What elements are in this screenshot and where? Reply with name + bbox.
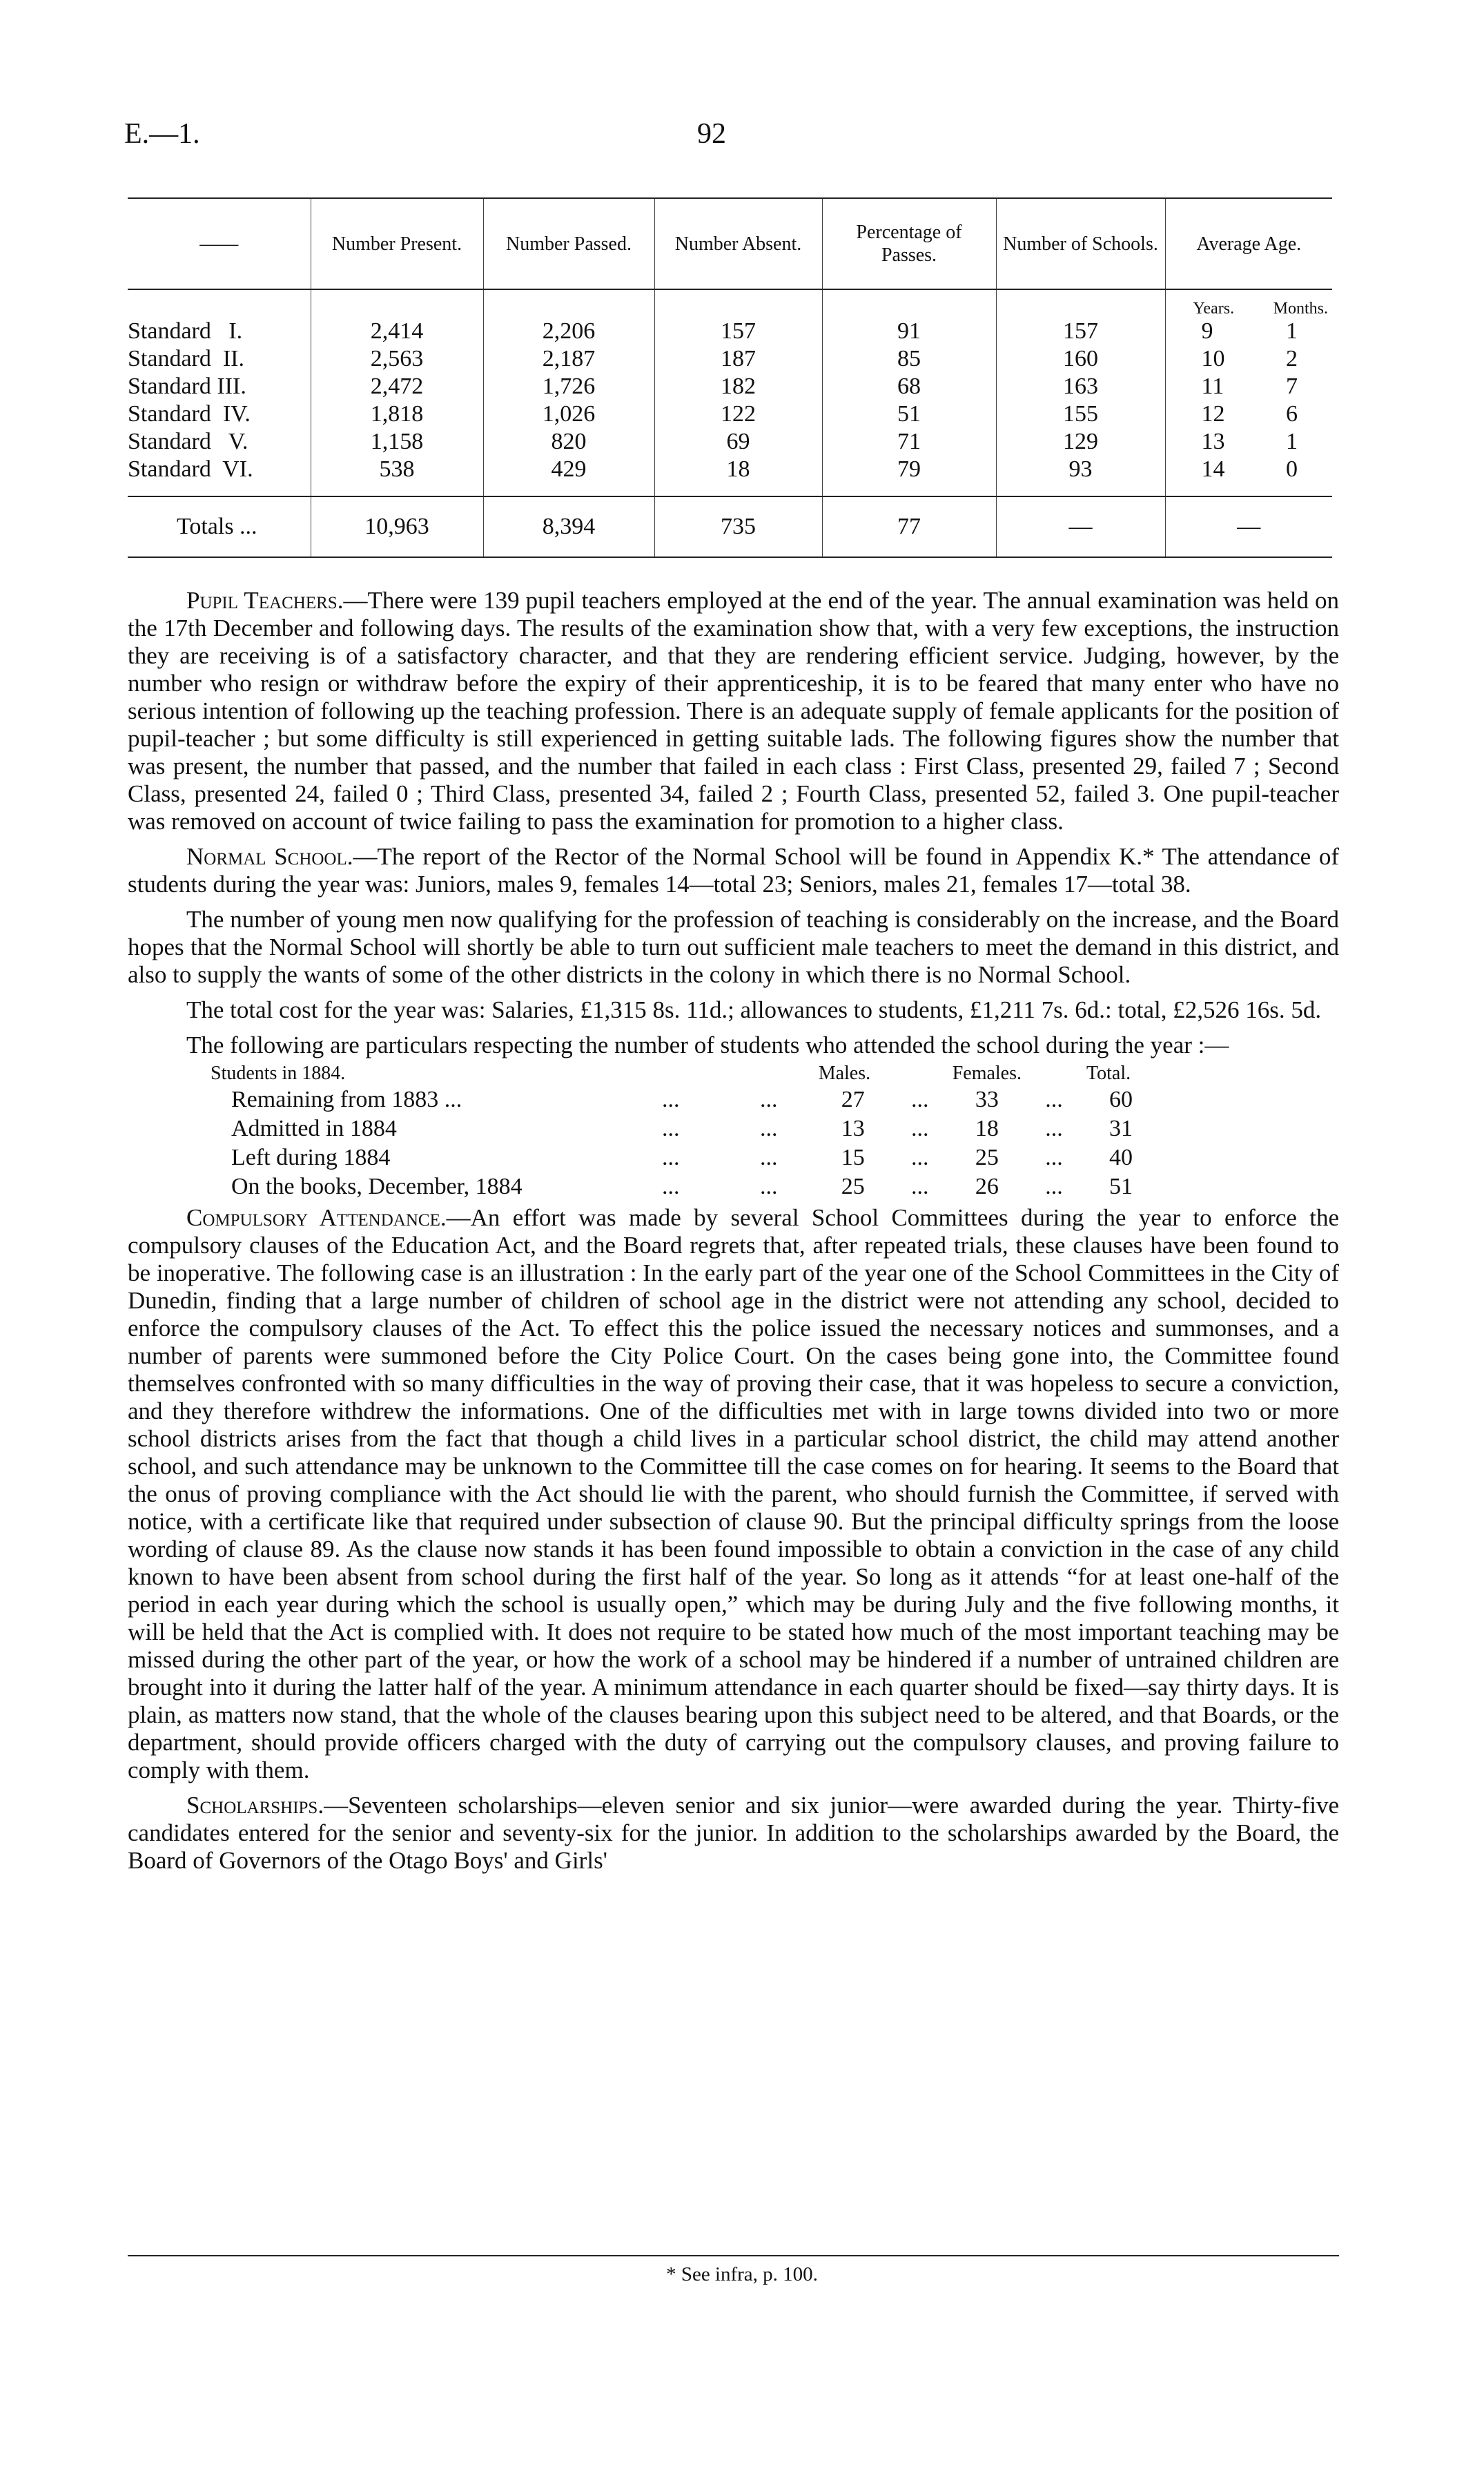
page-number: 92: [697, 118, 726, 150]
cell-present: 2,563: [311, 345, 483, 373]
leader-dots: ...: [661, 1087, 680, 1112]
leader-dots: ...: [1045, 1174, 1063, 1199]
column-header-schools: Number of Schools.: [996, 198, 1165, 289]
cell-passed: 2,206: [483, 318, 654, 345]
males-header: Males.: [818, 1063, 871, 1084]
scholarships-paragraph: [128, 1792, 1339, 1875]
compulsory-attendance-heading: Compulsory Attendance.: [186, 1204, 447, 1231]
cell-percentage: 85: [822, 345, 996, 373]
cell-passed: 2,187: [483, 345, 654, 373]
cell-schools: 157: [996, 318, 1165, 345]
scholarships-text: —Seventeen scholarships—eleven senior and six junior—were awarded during the year. Thirty-five candidates entered for the senior and seventy-six for the junior. In addition to the scholarships awarded by the Board, the Board of Governors of the Otago Boys' and Girls': [128, 1792, 1339, 1874]
pupil-teachers-heading: Pupil Teachers.: [186, 587, 344, 614]
students-row: [183, 1085, 1156, 1114]
total-header: Total.: [1086, 1063, 1131, 1084]
cell-passed: 820: [483, 428, 654, 456]
males-value: 25: [841, 1174, 865, 1199]
totals-label: Totals ...: [128, 496, 311, 557]
cell-present: 2,414: [311, 318, 483, 345]
normal-school-paragraph: [128, 843, 1339, 898]
leader-dots: ...: [661, 1145, 680, 1170]
pupil-teachers-text: —There were 139 pupil teachers employed at the end of the year. The annual examination was held on the 17th December and following days. The results of the examination show that, with a very few exceptions, the instruction they are receiving is of a satisfactory character, and that they are rendering efficient service. Judging, however, by the number who resign or withdraw before the expiry of their apprenticeship, it is to be feared that many enter who have no serious intention of following up the teaching profession. There is an adequate supply of female applicants for the position of pupil-teacher ; but some difficulty is still experienced in getting suitable lads. The following figures show the number that was present, the number that passed, and the number that failed in each class : First Class, presented 29, failed 7 ; Second Class, presented 24, failed 0 ; Third Class, presented 34, failed 2 ; Fourth Class, presented 52, failed 3. One pupil-teacher was removed on account of twice failing to pass the examination for promotion to a higher class.: [128, 587, 1340, 835]
normal-school-cost-paragraph: The total cost for the year was: Salaries, £1,315 8s. 11d.; allowances to students, £1,211 7s. 6d.: total, £2,526 16s. 5d.: [186, 996, 1322, 1023]
students-intro-paragraph: The following are particulars respecting the number of students who attended the school during the year :—: [186, 1032, 1229, 1058]
leader-dots: ...: [1045, 1087, 1063, 1112]
cell-months: 1: [1286, 318, 1298, 344]
standards-table: [128, 197, 1332, 558]
cell-schools: 155: [996, 400, 1165, 428]
total-present: 10,963: [311, 496, 483, 557]
age-units-row: [128, 289, 1332, 318]
column-header-passed: Number Passed.: [483, 198, 654, 289]
total-schools: —: [996, 496, 1165, 557]
cell-absent: 157: [654, 318, 822, 345]
column-header-absent: Number Absent.: [654, 198, 822, 289]
total-value: 31: [1109, 1116, 1133, 1141]
row-label: Standard IV.: [128, 401, 251, 427]
cell-years: 12: [1201, 401, 1225, 427]
column-header-percentage: Percentage of Passes.: [822, 198, 996, 289]
leader-dots: ...: [661, 1174, 680, 1199]
students-row: [183, 1172, 1156, 1201]
cell-absent: 18: [654, 456, 822, 496]
table-row: [128, 345, 1332, 373]
row-label: Standard VI.: [128, 456, 253, 482]
cell-absent: 182: [654, 373, 822, 400]
total-absent: 735: [654, 496, 822, 557]
students-row-label: Left during 1884: [231, 1145, 391, 1170]
report-body: [128, 587, 1339, 1882]
cell-schools: 129: [996, 428, 1165, 456]
normal-school-paragraph-2: The number of young men now qualifying for the profession of teaching is considerably on the increase, and the Board hopes that the Normal School will shortly be able to turn out sufficient male teachers to meet the demand in this district, and also to supply the wants of some of the other districts in the colony in which there is no Normal School.: [128, 906, 1339, 988]
cell-present: 538: [311, 456, 483, 496]
cell-percentage: 91: [822, 318, 996, 345]
cell-passed: 429: [483, 456, 654, 496]
students-table: [183, 1062, 1156, 1201]
total-passed: 8,394: [483, 496, 654, 557]
cell-schools: 163: [996, 373, 1165, 400]
cell-present: 2,472: [311, 373, 483, 400]
leader-dots: ...: [661, 1116, 680, 1141]
table-row: [128, 456, 1332, 496]
students-header-row: [183, 1062, 1156, 1085]
leader-dots: ...: [759, 1174, 778, 1199]
cell-percentage: 71: [822, 428, 996, 456]
row-label: Standard II.: [128, 346, 245, 371]
females-value: 25: [975, 1145, 999, 1170]
cell-percentage: 79: [822, 456, 996, 496]
females-value: 33: [975, 1087, 999, 1112]
cell-passed: 1,726: [483, 373, 654, 400]
column-header-present: Number Present.: [311, 198, 483, 289]
cell-years: 13: [1201, 429, 1225, 454]
scholarships-heading: Scholarships.: [186, 1792, 324, 1819]
cell-passed: 1,026: [483, 400, 654, 428]
total-value: 40: [1109, 1145, 1133, 1170]
cell-months: 0: [1286, 456, 1298, 482]
cell-months: 1: [1286, 429, 1298, 454]
leader-dots: ...: [759, 1145, 778, 1170]
cell-years: 11: [1201, 374, 1224, 399]
row-label: Standard III.: [128, 374, 246, 399]
months-unit-label: Months.: [1273, 300, 1328, 318]
cell-months: 2: [1286, 346, 1298, 371]
table-row: [128, 318, 1332, 345]
table-header-row: [128, 198, 1332, 289]
leader-dots: ...: [910, 1087, 929, 1112]
footnote: * See infra, p. 100.: [666, 2263, 818, 2285]
students-row: [183, 1143, 1156, 1172]
students-label-header: Students in 1884.: [211, 1063, 346, 1084]
leader-dots: ...: [1045, 1145, 1063, 1170]
students-row-label: Remaining from 1883 ...: [231, 1087, 462, 1112]
cell-years: 14: [1201, 456, 1225, 482]
females-header: Females.: [952, 1063, 1022, 1084]
total-value: 60: [1109, 1087, 1133, 1112]
compulsory-attendance-paragraph: [128, 1204, 1339, 1784]
table-row: [128, 428, 1332, 456]
cell-schools: 93: [996, 456, 1165, 496]
normal-school-heading: Normal School.: [186, 843, 353, 870]
column-header-blank: ——: [128, 198, 311, 289]
males-value: 15: [841, 1145, 865, 1170]
students-row-label: Admitted in 1884: [231, 1116, 397, 1141]
row-label: Standard V.: [128, 429, 248, 454]
cell-years: 9: [1201, 318, 1213, 344]
page-header: [124, 117, 1339, 159]
cell-absent: 122: [654, 400, 822, 428]
leader-dots: ...: [1045, 1116, 1063, 1141]
males-value: 13: [841, 1116, 865, 1141]
cell-present: 1,158: [311, 428, 483, 456]
footnote-rule: [128, 2255, 1339, 2256]
row-label: Standard I.: [128, 318, 243, 344]
totals-row: [128, 496, 1332, 557]
cell-present: 1,818: [311, 400, 483, 428]
leader-dots: ...: [910, 1116, 929, 1141]
students-row: [183, 1114, 1156, 1143]
males-value: 27: [841, 1087, 865, 1112]
cell-percentage: 68: [822, 373, 996, 400]
cell-percentage: 51: [822, 400, 996, 428]
compulsory-attendance-text: —An effort was made by several School Committees during the year to enforce the compulsory clauses of the Education Act, and the Board regrets that, after repeated trials, these clauses have been found to be inoperative. The following case is an illustration : In the early part of the year one of the School Committees in the City of Dunedin, finding that a large number of children of school age in the district were not attending any school, decided to enforce the compulsory clauses of the Act. To effect this the police issued the necessary notices and summonses, and a number of parents were summoned before the City Police Court. On the cases being gone into, the Committee found themselves confronted with so many difficulties in the way of proving their case, that it was hopeless to secure a conviction, and they therefore withdrew the informations. One of the difficulties met with in large towns divided into two or more school districts arises from the fact that though a child lives in a particular school district, the child may attend another school, and such attendance may be unknown to the Committee till the case comes on for hearing. It seems to the Board that the onus of proving compliance with the Act should lie with the parent, who should furnish the Committee, if served with notice, with a certificate like that required under subsection of clause 90. But the principal difficulty springs from the loose wording of clause 89. As the clause now stands it has been found impossible to obtain a conviction in the case of any child known to have been absent from school during the first half of the year. So long as it attends “for at least one-half of the period in each year during which the school is usually open,” which may be during July and the five following months, it will be held that the Act is complied with. It does not require to be stated how much of the most important teaching may be missed during the other part of the year, or how the work of a school may be hindered if a number of untrained children are brought into it during the latter half of the year. A minimum attendance in each quarter should be fixed—say thirty days. It is plain, as matters now stand, that the whole of the clauses bearing upon this subject need to be altered, and that Boards, or the department, should provide officers charged with the duty of carrying out the compulsory clauses, and proving failure to comply with them.: [128, 1204, 1339, 1783]
students-row-label: On the books, December, 1884: [231, 1174, 523, 1199]
normal-school-text: —The report of the Rector of the Normal School will be found in Appendix K.* The attendance of students during the year was: Juniors, males 9, females 14—total 23; Seniors, males 21, females 17—total 38.: [128, 843, 1339, 898]
total-age: —: [1165, 496, 1332, 557]
table-row: [128, 400, 1332, 428]
cell-schools: 160: [996, 345, 1165, 373]
column-header-age: Average Age.: [1165, 198, 1332, 289]
leader-dots: ...: [759, 1087, 778, 1112]
table-row: [128, 373, 1332, 400]
cell-months: 6: [1286, 401, 1298, 427]
females-value: 26: [975, 1174, 999, 1199]
cell-years: 10: [1201, 346, 1225, 371]
leader-dots: ...: [759, 1116, 778, 1141]
cell-months: 7: [1286, 374, 1298, 399]
leader-dots: ...: [910, 1145, 929, 1170]
females-value: 18: [975, 1116, 999, 1141]
document-reference: E.—1.: [124, 118, 200, 150]
leader-dots: ...: [910, 1174, 929, 1199]
total-percentage: 77: [822, 496, 996, 557]
cell-absent: 69: [654, 428, 822, 456]
cell-absent: 187: [654, 345, 822, 373]
pupil-teachers-paragraph: [128, 587, 1339, 835]
years-unit-label: Years.: [1193, 300, 1235, 318]
total-value: 51: [1109, 1174, 1133, 1199]
